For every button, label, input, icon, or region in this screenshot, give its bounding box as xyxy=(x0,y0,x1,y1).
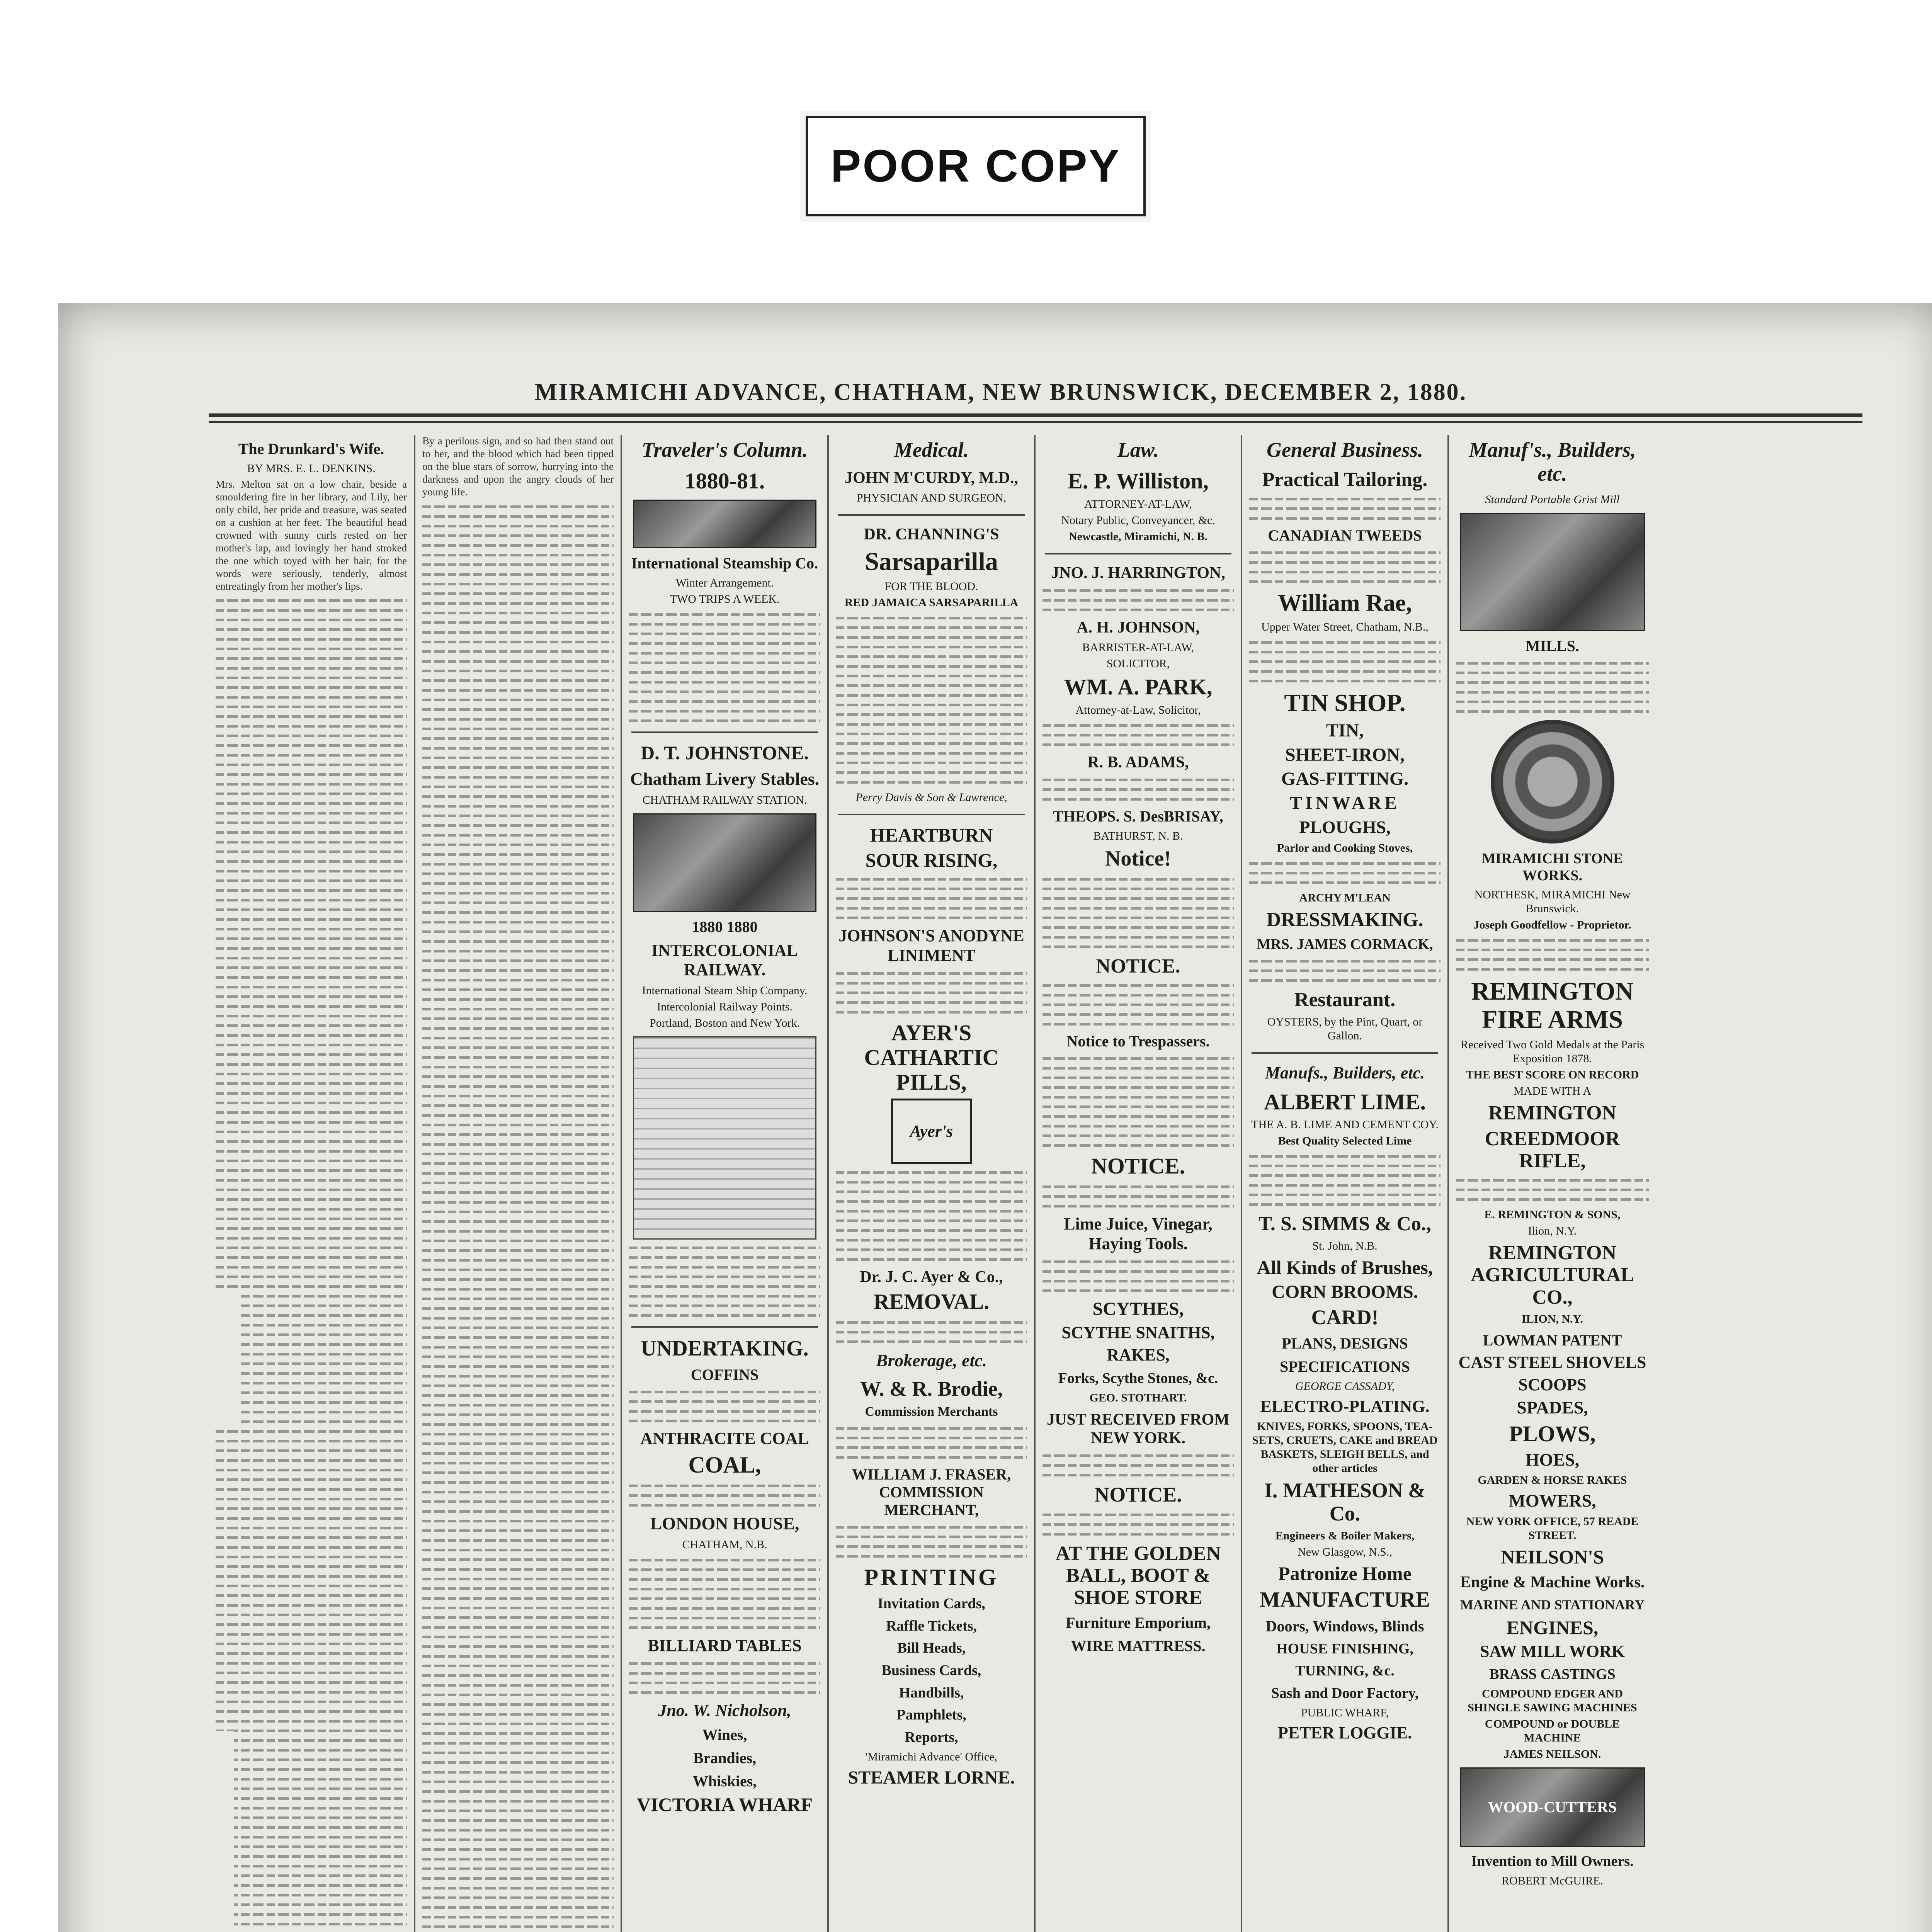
loggie-name: PETER LOGGIE. xyxy=(1277,1723,1412,1742)
gold-medals: Received Two Gold Medals at the Paris Exposition 1878. xyxy=(1460,1038,1645,1065)
billiard-tables: BILLIARD TABLES xyxy=(648,1636,802,1655)
garden-rakes: GARDEN & HORSE RAKES xyxy=(1478,1474,1627,1487)
best-quality-lime: Best Quality Selected Lime xyxy=(1278,1134,1412,1148)
tinware: TINWARE xyxy=(1289,793,1400,814)
story-continued-lead: By a perilous sign, and so had then stand out to her, and the blood which had been tipped on the blue stars of sorrow, hurrying into the darkness and upon the angry clouds of her young life. xyxy=(422,435,614,498)
red-jamaica: RED JAMAICA SARSAPARILLA xyxy=(844,596,1019,609)
story-author: BY MRS. E. L. DENKINS. xyxy=(247,462,376,475)
card-heading: CARD! xyxy=(1311,1306,1379,1329)
engine-works: Engine & Machine Works. xyxy=(1460,1573,1645,1592)
mcguire-name: ROBERT McGUIRE. xyxy=(1502,1874,1603,1887)
livery-stables: Chatham Livery Stables. xyxy=(630,769,820,789)
remington-sons: E. REMINGTON & SONS, xyxy=(1484,1208,1621,1221)
column-travelers xyxy=(622,435,829,1932)
johnson-solicitor: SOLICITOR, xyxy=(1106,657,1170,670)
canadian-tweeds: CANADIAN TWEEDS xyxy=(1268,527,1422,544)
rakes: RAKES, xyxy=(1107,1345,1170,1365)
mccurdy-name: JOHN M'CURDY, M.D., xyxy=(845,469,1018,487)
general-business-heading: General Business. xyxy=(1266,438,1423,461)
tailoring-heading: Practical Tailoring. xyxy=(1262,469,1428,491)
manufacture: MANUFACTURE xyxy=(1260,1587,1430,1612)
ayer-pill-box: Ayer's xyxy=(891,1099,972,1164)
london-chatham: CHATHAM, N.B. xyxy=(682,1538,767,1551)
printing-office: 'Miramichi Advance' Office, xyxy=(866,1750,997,1763)
desbrisay-bathurst: BATHURST, N. B. xyxy=(1093,830,1183,843)
compound-edger: COMPOUND EDGER AND SHINGLE SAWING MACHINES xyxy=(1468,1687,1637,1714)
remington-fire-arms: REMINGTON FIRE ARMS xyxy=(1471,977,1634,1034)
poor-copy-stamp xyxy=(806,116,1146,216)
cassady-name: GEORGE CASSADY, xyxy=(1295,1379,1395,1393)
johnson-name: A. H. JOHNSON, xyxy=(1077,619,1200,637)
hoes: HOES, xyxy=(1525,1449,1580,1469)
manufacturers-heading: Manuf's., Builders, etc. xyxy=(1469,438,1636,485)
electro-plating: ELECTRO-PLATING. xyxy=(1260,1396,1430,1416)
printing-billheads: Bill Heads, xyxy=(897,1640,966,1656)
forks-stones: Forks, Scythe Stones, &c. xyxy=(1058,1370,1218,1386)
ayer-company: Dr. J. C. Ayer & Co., xyxy=(860,1268,1003,1286)
perry-davis: Perry Davis & Son & Lawrence, xyxy=(855,791,1007,804)
rail-years: 1880 1880 xyxy=(692,918,758,935)
wines: Wines, xyxy=(702,1726,747,1743)
just-received: JUST RECEIVED FROM NEW YORK. xyxy=(1047,1410,1230,1447)
oysters: OYSTERS, by the Pint, Quart, or Gallon. xyxy=(1267,1015,1423,1042)
park-name: WM. A. PARK, xyxy=(1064,674,1213,700)
desbrisay-name: THEOPS. S. DesBRISAY, xyxy=(1053,808,1223,825)
specifications: SPECIFICATIONS xyxy=(1279,1357,1410,1375)
made-with: MADE WITH A xyxy=(1513,1084,1592,1097)
nicholson-name: Jno. W. Nicholson, xyxy=(658,1701,791,1720)
steamship-winter: Winter Arrangement. xyxy=(675,576,774,589)
story-continued-lines xyxy=(422,505,614,1932)
house-finishing: HOUSE FINISHING, xyxy=(1276,1640,1413,1657)
story-body-lines xyxy=(216,599,407,1932)
restaurant: Restaurant. xyxy=(1294,989,1396,1011)
grist-mill-woodcut xyxy=(1460,513,1645,631)
masthead: MIRAMICHI ADVANCE, CHATHAM, NEW BRUNSWICK, DECEMBER 2, 1880. xyxy=(534,379,1467,405)
commission-merchants: Commission Merchants xyxy=(865,1405,998,1419)
parlor-stoves: Parlor and Cooking Stoves, xyxy=(1277,841,1413,854)
scoops: SCOOPS xyxy=(1518,1375,1587,1395)
stone-works-seal xyxy=(1491,720,1614,844)
removal-heading: REMOVAL. xyxy=(873,1290,990,1314)
travelers-heading: Traveler's Column. xyxy=(641,438,808,461)
ayers-pills: AYER'S CATHARTIC PILLS, xyxy=(864,1020,999,1095)
story-lead: Mrs. Melton sat on a low chair, beside a smouldering fire in her library, and Lily, her only child, her pride and treasure, was seated on a cushion at her feet. The beautiful head crowned with sunny curls rested on her mother's lap, and lovingly her hand stroked the one which toyed with her hair, for the words were seriously, tenderly, almost entreatingly from her mother's lips. xyxy=(216,478,407,592)
dressmaking: DRESSMAKING. xyxy=(1266,908,1423,931)
tin-shop: TIN SHOP. xyxy=(1284,689,1406,717)
matheson-name: I. MATHESON & Co. xyxy=(1264,1479,1426,1525)
column-law xyxy=(1036,435,1242,1932)
printing-raffle: Raffle Tickets, xyxy=(886,1617,977,1634)
anthracite-coal: ANTHRACITE COAL xyxy=(640,1429,809,1448)
masthead-rule-thin xyxy=(209,421,1862,423)
law-heading: Law. xyxy=(1117,438,1159,461)
adams-name: R. B. ADAMS, xyxy=(1087,753,1189,772)
neilsons: NEILSON'S xyxy=(1501,1546,1604,1568)
johnson-barrister: BARRISTER-AT-LAW, xyxy=(1082,641,1194,654)
notice-heading-4: NOTICE. xyxy=(1094,1483,1182,1507)
invention-mill-owners: Invention to Mill Owners. xyxy=(1471,1853,1634,1869)
printing-pamphlets: Pamphlets, xyxy=(896,1707,966,1723)
patronize-home: Patronize Home xyxy=(1278,1562,1412,1584)
williston-newcastle: Newcastle, Miramichi, N. B. xyxy=(1068,530,1208,543)
printing-heading: PRINTING xyxy=(864,1564,999,1590)
creedmoor-rifle: CREEDMOOR RIFLE, xyxy=(1485,1128,1620,1172)
goodfellow: Joseph Goodfellow - Proprietor. xyxy=(1473,918,1631,932)
marine-stationary: MARINE AND STATIONARY xyxy=(1460,1597,1645,1613)
london-house: LONDON HOUSE, xyxy=(650,1513,799,1533)
remington-label: REMINGTON xyxy=(1488,1102,1617,1124)
printing-business: Business Cards, xyxy=(881,1662,981,1679)
torn-edge-1 xyxy=(211,1294,238,1426)
public-wharf: PUBLIC WHARF, xyxy=(1301,1706,1389,1719)
railway-points: Intercolonial Railway Points. xyxy=(657,1000,793,1013)
ploughs: PLOUGHS, xyxy=(1299,817,1391,837)
park-title: Attorney-at-Law, Solicitor, xyxy=(1075,704,1201,717)
intl-steamship: International Steam Ship Company. xyxy=(642,984,808,997)
sash-door-factory: Sash and Door Factory, xyxy=(1271,1685,1419,1701)
torn-edge-2 xyxy=(211,1731,234,1932)
fraser-merchant: WILLIAM J. FRASER, COMMISSION MERCHANT, xyxy=(852,1465,1011,1519)
poor-copy-label: POOR COPY xyxy=(830,141,1121,192)
undertaking-heading: UNDERTAKING. xyxy=(641,1336,809,1361)
manufs-heading: Manufs., Builders, etc. xyxy=(1265,1063,1425,1082)
mowers: MOWERS, xyxy=(1509,1491,1596,1511)
story-title: The Drunkard's Wife. xyxy=(238,440,384,457)
medical-heading: Medical. xyxy=(894,438,969,461)
brandies: Brandies, xyxy=(693,1749,757,1767)
turning: TURNING, &c. xyxy=(1295,1663,1395,1679)
double-machine: COMPOUND or DOUBLE MACHINE xyxy=(1485,1717,1620,1744)
for-the-blood: FOR THE BLOOD. xyxy=(884,580,978,593)
printing-handbills: Handbills, xyxy=(899,1684,964,1701)
railway-station: CHATHAM RAILWAY STATION. xyxy=(642,793,807,806)
sour-rising: SOUR RISING, xyxy=(865,849,998,871)
cormack-name: MRS. JAMES CORMACK, xyxy=(1257,936,1433,952)
printing-invitation: Invitation Cards, xyxy=(878,1595,985,1612)
engineers-boiler: Engineers & Boiler Makers, xyxy=(1275,1529,1415,1542)
remington-agri: REMINGTON AGRICULTURAL CO., xyxy=(1471,1242,1634,1308)
notice-heading: Notice! xyxy=(1105,847,1171,871)
corn-brooms: CORN BROOMS. xyxy=(1272,1281,1418,1302)
spades: SPADES, xyxy=(1517,1398,1588,1418)
furniture-emporium: Furniture Emporium, xyxy=(1066,1614,1211,1632)
brass-castings: BRASS CASTINGS xyxy=(1489,1666,1616,1683)
mills: MILLS. xyxy=(1526,637,1579,655)
engines: ENGINES, xyxy=(1506,1616,1599,1638)
timetable xyxy=(633,1036,816,1240)
northesk: NORTHESK, MIRAMICHI New Brunswick. xyxy=(1474,888,1631,915)
harrington-name: JNO. J. HARRINGTON, xyxy=(1051,564,1225,582)
golden-ball: AT THE GOLDEN BALL, BOOT & SHOE STORE xyxy=(1055,1542,1221,1609)
stothart-name: GEO. STOTHART. xyxy=(1089,1391,1187,1404)
doors-windows: Doors, Windows, Blinds xyxy=(1265,1617,1424,1635)
whiskies: Whiskies, xyxy=(692,1772,757,1790)
intercolonial-railway: INTERCOLONIAL RAILWAY. xyxy=(651,940,798,980)
column-story-2 xyxy=(415,435,622,1932)
steamship-company: International Steamship Co. xyxy=(631,554,818,572)
mclean-name: ARCHY M'LEAN xyxy=(1299,891,1391,904)
plows: PLOWS, xyxy=(1509,1421,1596,1447)
steamer-lorne: STEAMER LORNE. xyxy=(848,1767,1015,1788)
printing-reports: Reports, xyxy=(905,1729,958,1745)
portland-boston: Portland, Boston and New York. xyxy=(649,1016,800,1029)
brodie-name: W. & R. Brodie, xyxy=(860,1377,1003,1400)
coffins: COFFINS xyxy=(690,1366,759,1384)
albert-lime: ALBERT LIME. xyxy=(1264,1089,1426,1114)
brushes: All Kinds of Brushes, xyxy=(1257,1256,1433,1278)
columns xyxy=(209,435,1862,1932)
tin: TIN, xyxy=(1326,720,1364,741)
rae-name: William Rae, xyxy=(1278,590,1412,617)
scythes: SCYTHES, xyxy=(1092,1299,1184,1320)
victoria-wharf: VICTORIA WHARF xyxy=(636,1793,813,1815)
wire-mattress: WIRE MATTRESS. xyxy=(1071,1637,1206,1655)
steamship-trips: TWO TRIPS A WEEK. xyxy=(670,592,780,605)
scythe-snaiths: SCYTHE SNAITHS, xyxy=(1061,1323,1215,1342)
railway-train-woodcut xyxy=(633,813,816,912)
notice-heading-3: NOTICE. xyxy=(1091,1153,1185,1179)
stone-works: MIRAMICHI STONE WORKS. xyxy=(1481,850,1623,884)
masthead-rule xyxy=(209,413,1862,417)
column-manufacturers xyxy=(1449,435,1656,1932)
williston-notary: Notary Public, Conveyancer, &c. xyxy=(1061,514,1215,527)
column-medical xyxy=(829,435,1036,1932)
trespassers-heading: Notice to Trespassers. xyxy=(1066,1032,1210,1050)
steamship-years: 1880-81. xyxy=(684,468,765,493)
lime-juice: Lime Juice, Vinegar, Haying Tools. xyxy=(1064,1214,1213,1253)
sheet-iron: SHEET-IRON, xyxy=(1285,744,1405,765)
sarsaparilla-heading: Sarsaparilla xyxy=(865,547,998,576)
new-glasgow: New Glasgow, N.S., xyxy=(1298,1545,1392,1558)
johnson-liniment: JOHNSON'S ANODYNE LINIMENT xyxy=(838,926,1024,965)
plans-designs: PLANS, DESIGNS xyxy=(1282,1334,1408,1352)
ilion: Ilion, N.Y. xyxy=(1528,1225,1577,1238)
channing-name: DR. CHANNING'S xyxy=(864,526,999,544)
heartburn-heading: HEARTBURN xyxy=(870,824,993,846)
column-general-business xyxy=(1242,435,1449,1932)
coal-heading: COAL, xyxy=(688,1452,761,1478)
rae-address: Upper Water Street, Chatham, N.B., xyxy=(1261,621,1429,634)
lowman-patent: LOWMAN PATENT xyxy=(1483,1331,1622,1349)
best-score: THE BEST SCORE ON RECORD xyxy=(1466,1068,1639,1081)
brokerage-heading: Brokerage, etc. xyxy=(876,1350,987,1370)
cast-steel-shovels: CAST STEEL SHOVELS xyxy=(1458,1352,1646,1372)
williston-name: E. P. Williston, xyxy=(1068,468,1209,493)
ilion-2: ILION, N.Y. xyxy=(1522,1312,1583,1325)
saw-mill-work: SAW MILL WORK xyxy=(1480,1641,1625,1661)
knives-forks: KNIVES, FORKS, SPOONS, TEA-SETS, CRUETS, CAKE and BREAD BASKETS, SLEIGH BELLS, and other articles xyxy=(1252,1420,1438,1475)
steamship-woodcut xyxy=(633,500,816,548)
grist-mill: Standard Portable Grist Mill xyxy=(1485,493,1620,506)
simms-stjohn: St. John, N.B. xyxy=(1312,1239,1378,1252)
new-york-office: NEW YORK OFFICE, 57 READE STREET. xyxy=(1466,1515,1639,1542)
gas-fitting: GAS-FITTING. xyxy=(1281,769,1409,789)
mccurdy-title: PHYSICIAN AND SURGEON, xyxy=(856,492,1007,505)
simms-name: T. S. SIMMS & Co., xyxy=(1259,1213,1431,1235)
column-story-1 xyxy=(209,435,415,1932)
lime-cement-coy: THE A. B. LIME AND CEMENT COY. xyxy=(1251,1118,1439,1131)
notice-heading-2: NOTICE. xyxy=(1096,955,1180,978)
wood-cutters-banner xyxy=(1460,1767,1645,1847)
james-neilson: JAMES NEILSON. xyxy=(1503,1747,1601,1760)
wood-cutters-label: WOOD-CUTTERS xyxy=(1488,1798,1617,1816)
johnstone-name: D. T. JOHNSTONE. xyxy=(641,742,809,764)
williston-attorney: ATTORNEY-AT-LAW, xyxy=(1084,497,1192,510)
